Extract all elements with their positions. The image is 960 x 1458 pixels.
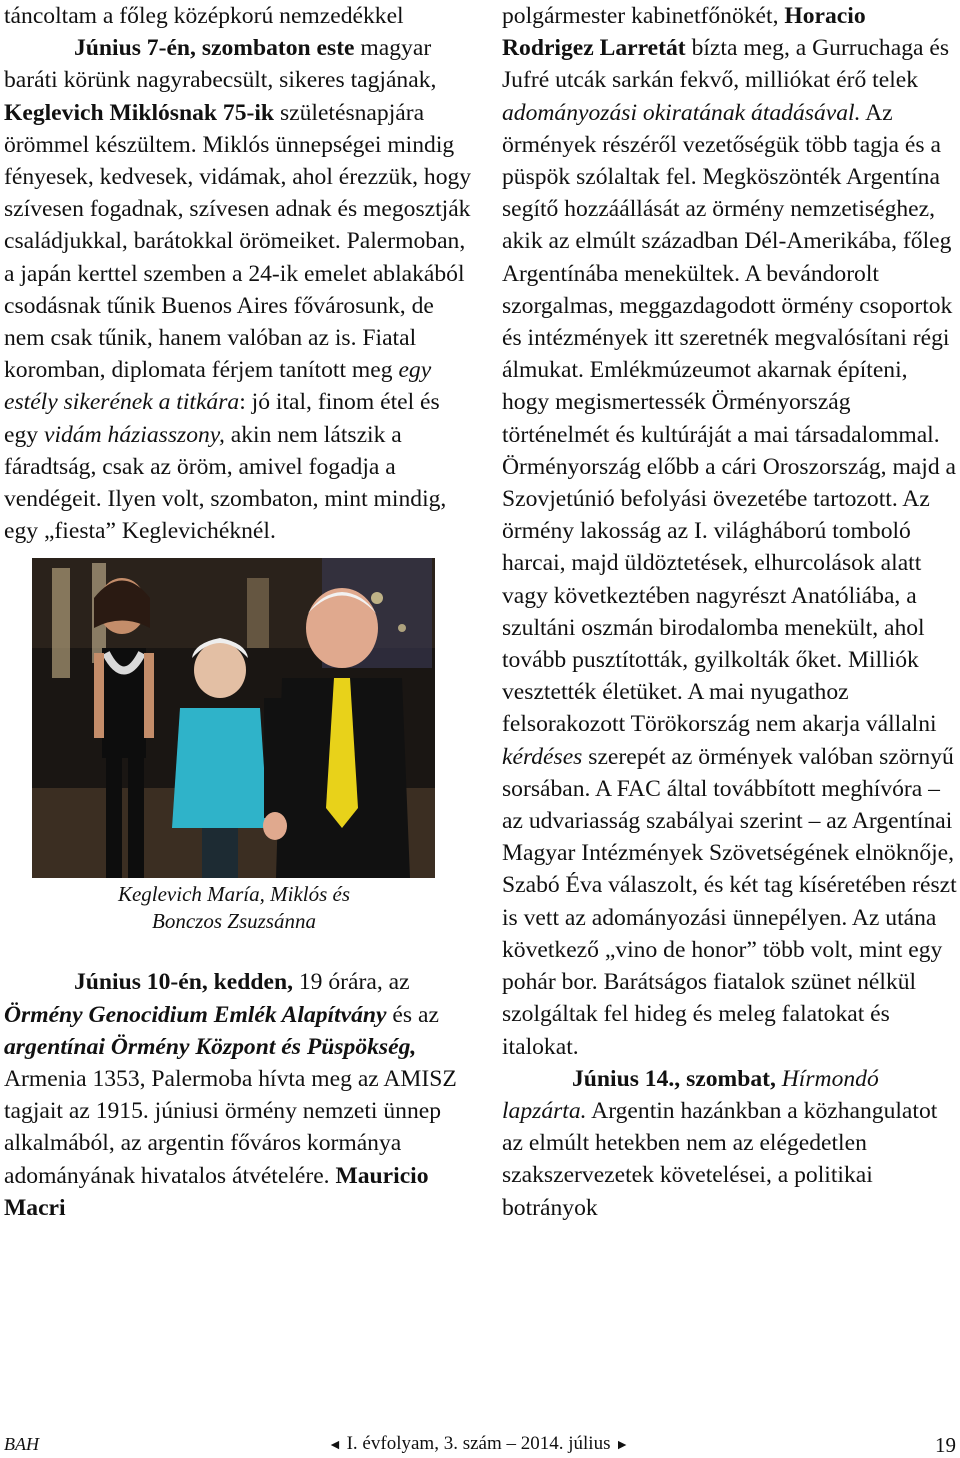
paragraph-deadline: Június 14., szombat, Hírmondó lapzárta. Argentin hazánkban a közhangulatot az elmúlt hetekben nem az elégedetlen szakszervezetek követelései, a politikai botrányok (502, 1065, 938, 1221)
date-heading: Június 10-én, kedden, (74, 969, 293, 996)
caption-line: Keglevich María, Miklós és (117, 882, 351, 907)
organization-name: Örmény Genocidium Emlék Alapítvány (4, 1001, 387, 1028)
photo-caption (4, 881, 464, 935)
person-name: Horacio Rodrigez Larretát (502, 3, 866, 62)
publication-name: BAH (4, 1434, 39, 1454)
date-heading: Június 14. (572, 1065, 675, 1092)
left-arrow-icon[interactable]: ◄ (328, 1438, 342, 1453)
caption-line: Bonczos Zsuzsánna (152, 909, 316, 934)
paragraph-armenian-event: Június 10-én, kedden, 19 órára, az Örmény Genocidium Emlék Alapítvány és az argentínai Örmény Központ és Püspökség, Armenia 1353, Palermoba hívta meg az AMISZ tagjait az 1915. júniusi örmény nemzeti ünnep alkalmából, az argentin főváros kormánya adományának hivatalos átvételére. Mauricio Macri (4, 969, 457, 1221)
paragraph-continuation: táncoltam a főleg középkorú nemzedékkel (4, 3, 404, 29)
right-column (502, 0, 960, 1224)
page-footer (0, 1430, 960, 1456)
right-arrow-icon[interactable]: ► (615, 1438, 630, 1453)
page-number: 19 (935, 1433, 956, 1457)
paragraph-birthday: Június 7-én, szombaton este magyar baráti körünk nagyrabecsült, sikeres tagjának, Keglevich Miklósnak 75-ik születésnapjára örömmel készültem. Miklós ünnepségei mindig fényesek, kedvesek, vidámak, ahol érezzük, hogy szívesen fogadnak, szívesen adnak és megosztják családjukkal, barátokkal örömeiket. Palermoban, a japán kerttel szemben a 24-ik emelet ablakából csodásnak tűnik Buenos Aires fővárosunk, de nem csak tűnik, hanem valóban az is. Fiatal koromban, diplomata férjem tanított meg egy estély sikerének a titkára: jó ital, finom étel és egy vidám háziasszony, akin nem látszik a fáradtság, csak az öröm, amivel fogadja a vendégeit. Ilyen volt, szombaton, mint mindig, egy „fiesta” Keglevichéknél. (4, 35, 472, 545)
person-name: Mauricio Macri (4, 1162, 429, 1221)
paragraph-armenian-continued: polgármester kabinetfőnökét, Horacio Rodrigez Larretát bízta meg, a Gurruchaga és Jufré utcák sarkán fekvő, milliókat érő telek adományozási okiratának átadásával. Az örmények részéről vezetőségük több tagja és a püspök szólaltak fel. Megköszönték Argentína segítő hozzáállását az örmény nemzetiséghez, akik az elmúlt században Dél-Amerikába, főleg Argentínába menekültek. A bevándorolt szorgalmas, meggazdagodott örmény csoportok és intézmények itt szeretnék megvalósítani régi álmukat. Emlékmúzeumot akarnak építeni, hogy megismertessék Örményország történelmét és kultúráját a mai társadalommal. Örményország előbb a cári Oroszország, majd a Szovjetúnió befolyási övezetébe tartozott. Az örmény lakosság az I. világháború tomboló harcai, majd üldöztetések, elhurcolások alatt vagy következtében nagyrészt Anatóliába, a szultáni oszmán birodalomba menekült, ahol tovább pusztították, gyilkolták őket. Milliók vesztették életüket. A mai nyugathoz felsorakozott Törökország nem akarja vállalni kérdéses szerepét az örmények valóban szörnyű sorsában. A FAC által továbbított meghívóra – az udvariasság szabályai szerint – az Argentínai Magyar Intézmények Szövetségének elnöknője, Szabó Éva válaszolt, és két tag kíséretében részt is vett az adományozási ünnepélyen. Az utána következő „vino de honor” több volt, mint egy pohár bor. Barátságos fiatalok szünet nélkül szolgáltak fel hideg és meleg falatokat és italokat. (502, 3, 957, 1060)
issue-info: ◄ I. évfolyam, 3. szám – 2014. július ► (328, 1433, 630, 1454)
date-heading: Június 7-én, szombaton este (74, 35, 355, 62)
party-photo (32, 558, 435, 878)
organization-name: argentínai Örmény Központ és Püspökség, (4, 1033, 417, 1060)
left-column (4, 0, 472, 1224)
person-name: Keglevich Miklósnak 75-ik (4, 99, 275, 126)
party-photo-illustration (32, 558, 435, 878)
